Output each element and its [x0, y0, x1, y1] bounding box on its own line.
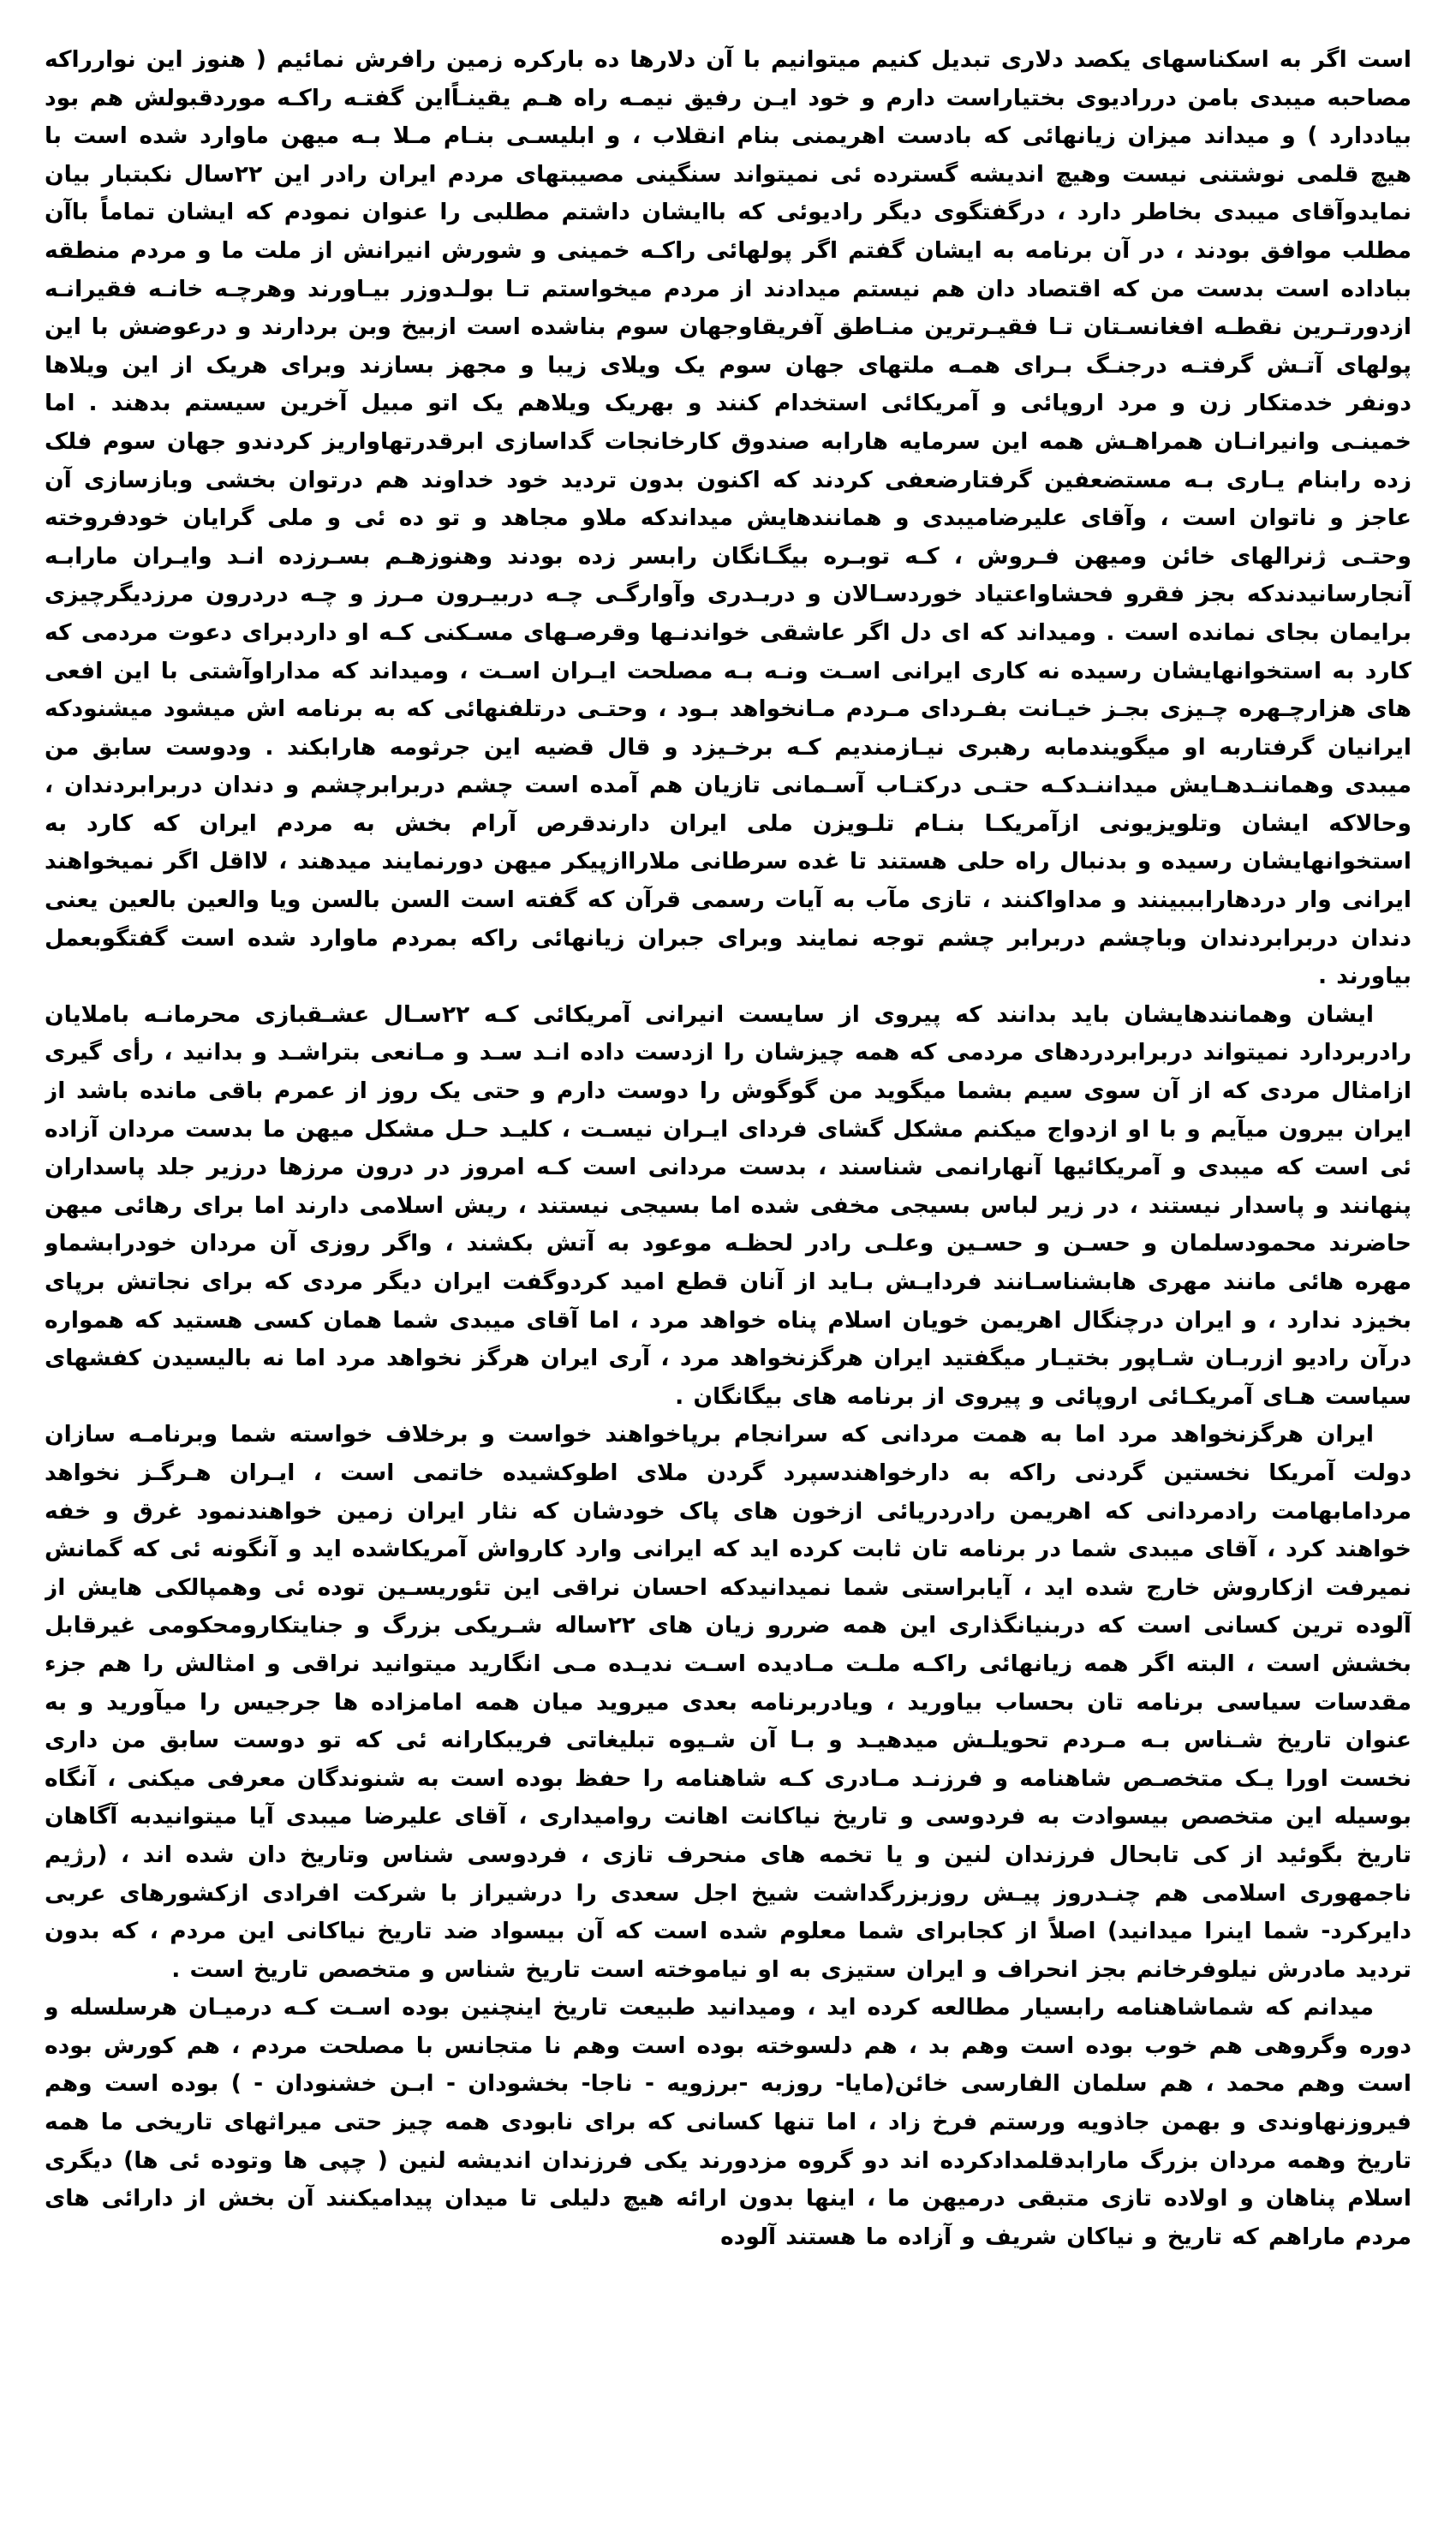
paragraph-1: است اگر به اسکناسهای یکصد دلاری تبدیل کنیم میتوانیم با آن دلارها ده بارکره زمین رافرش نمائیم ( هنوز این نوارراکه مصاحبه میبدی بامن دررادیوی بختیاراست دارم و خود ایـن رفیق نیمـه راه هـم یقینـاًاین گفتـه راکـه موردقبولش هم بود بیاددارد ) و میداند میزان زیانهائی که بادست اهریمنی بنام انقلاب ، و ابلیسـی بنـام مـلا بـه میهن ماوارد شده است با هیچ قلمی نوشتنی نیست وهیچ اندیشه گسترده ئی نمیتواند سنگینی مصیبتهای مردم ایران رادر این ۲۲سال نکبتبار بیان نمایدوآقای میبدی بخاطر دارد ، درگفتگوی دیگر رادیوئی که باایشان داشتم مطلبی را عنوان نمودم که ایشان تماماً باآن مطلب موافق بودند ، در آن برنامه به ایشان گفتم اگر پولهائی راکـه خمینی و شورش انیرانش از ملت ما و مردم منطقه بباداده است بدست من که اقتصاد دان هم نیستم میدادند از مردم میخواستم تـا بولـدوزر بیـاورند وهرچـه خانـه فقیرانـه ازدورتـرین نقطـه افغانسـتان تـا فقیـرترین منـاطق آفریقاوجهان سوم بناشده است ازبیخ وبن بردارند و درعوضش با این پولهای آتـش گرفتـه درجنـگ بـرای همـه ملتهای جهان سوم یک ویلای زیبا و مجهز بسازند وبرای هریک از این ویلاها دونفر خدمتکار زن و مرد اروپائی و آمریکائی استخدام کنند و بهریک ویلاهم یک اتو مبیل آخرین سیستم بدهند . اما خمینـی وانیرانـان همراهـش همه این سرمایه هارابه صندوق کارخانجات گداسازی ابرقدرتهاواریز کردندو جهان سوم فلک زده رابنام یـاری بـه مستضعفین گرفتارضعفی کردند که اکنون بدون تردید خود خداوند هم درتوان بخشی وبازسازی آن عاجز و ناتوان است ، وآقای علیرضامیبدی و همانندهایش میداندکه ملاو مجاهد و تو ده ئی و ملی گرایان خودفروخته وحتـی ژنرالهای خائن ومیهن فـروش ، کـه توبـره بیگـانگان رابسر زده بودند وهنوزهـم بسـرزده انـد وایـران مارابـه آنجارسانیدندکه بجز فقرو فحشاواعتیاد خوردسـالان و دربـدری وآوارگـی چـه دربیـرون مـرز و چـه دردرون مرزدیگرچیزی برایمان بجای نمانده است . ومیداند که ای دل اگر عاشقی خواندنـها وقرصـهای مسـکنی کـه او داردبرای دعوت مردمی که کارد به استخوانهایشان رسیده نه کاری ایرانی اسـت ونـه بـه مصلحت ایـران اسـت ، ومیداند که مداراوآشتی با این افعی های هزارچـهره چـیزی بجـز خیـانت بفـردای مـردم مـانخواهد بـود ، وحتـی درتلفنهائی که به برنامه اش میشود میشنودکه ایرانیان گرفتاربه او میگویندمابه رهبری نیـازمندیم کـه برخـیزد و قال قضیه این جرثومه هارابکند . ودوست سابق من میبدی وهماننـدهـایش میداننـدکـه حتـی درکتـاب آسـمانی تازیان هم آمده است چشم دربرابرچشم و دندان دربرابردندان ، وحالاکه ایشان وتلویزیونی ازآمریکـا بنـام تلـویزن ملی ایران دارندقرص آرام بخش به مردم ایران که کارد به استخوانهایشان رسیده و بدنبال راه حلی هستند تا غده سرطانی ملاراازپیکر میهن دورنمایند میدهند ، لااقل اگر نمیخواهند ایرانی وار دردهارابببینند و مداواکنند ، تازی مآب به آیات رسمی قرآن که گفته است السن بالسن ویا والعین بالعین یعنی دندان دربرابردندان وباچشم دربرابر چشم توجه نمایند وبرای جبران زیانهائی راکه بمردم ماوارد شده است گفتگوبعمل بیاورند .: [45, 46, 1411, 990]
paragraph-2: ایشان وهمانندهایشان باید بدانند که پیروی از سایست انیرانی آمریکائی کـه ۲۲سـال عشـقبازی محرمانـه باملایان رادربردارد نمیتواند دربرابردردهای مردمی که همه چیزشان را ازدست داده انـد سـد و مـانعی بتراشـد و بدانید ، رأی گیری ازامثال مردی که از آن سوی سیم بشما میگوید من گوگوش را دوست دارم و حتی یک روز از عمرم باقی مانده باشد از ایران بیرون میآیم و با او ازدواج میکنم مشکل گشای فردای ایـران نیسـت ، کلیـد حـل مشکل میهن ما بدست مردان آزاده ئی است که میبدی و آمریکائیها آنهارانمی شناسند ، بدست مردانی است کـه امروز در درون مرزها درزیر جلد پاسداران پنهانند و پاسدار نیستند ، در زیر لباس بسیجی مخفی شده اما بسیجی نیستند ، ریش اسلامی دارند اما برای رهائی میهن حاضرند محمودسلمان و حسـن و حسـین وعلـی رادر لحظـه موعود به آتش بکشند ، واگر روزی آن مردان خودرابشماو مهره هائی مانند مهری هابشناسـانند فردایـش بـاید از آنان قطع امید کردوگفت ایران دیگر مردی که برای نجاتش برپای بخیزد ندارد ، و ایران درچنگال اهریمن خویان اسلام پناه خواهد مرد ، اما آقای میبدی شما همان کسی هستید که همواره درآن رادیو ازربـان شـاپور بختیـار میگفتید ایران هرگزنخواهد مرد ، آری ایران هرگز نخواهد مرد اما نه بالیسیدن کفشهای سیاست هـای آمریکـائی اروپائی و پیروی از برنامه های بیگانگان .: [45, 1000, 1411, 1410]
paragraph-3: ایران هرگزنخواهد مرد اما به همت مردانی که سرانجام برپاخواهند خواست و برخلاف خواسته شما وبرنامـه سازان دولت آمریکا نخستین گردنی راکه به دارخواهندسپرد گردن ملای اطوکشیده خاتمی است ، ایـران هـرگـز نخواهد مردامابهامت رادمردانی که اهریمن رادردریائی ازخون های پاک خودشان که نثار ایران زمین خواهندنمود غرق و خفه خواهند کرد ، آقای میبدی شما در برنامه تان ثابت کرده اید که ایرانی وارد کارواش آمریکاشده اید و آنگونه ئی که گمانش نمیرفت ازکاروش خارج شده اید ، آیابراستی شما نمیدانیدکه احسان نراقی این تئوریسـین توده ئی وهمپالکی هایش از آلوده ترین کسانی است که دربنیانگذاری این همه ضررو زیان های ۲۲ساله شـریکی بزرگ و جنایتکارومحکومی غیرقابل بخشش است ، البته اگر همه زیانهائی راکـه ملـت مـادیده اسـت ندیـده مـی انگارید میتوانید نراقی و امثالش را هم جزء مقدسات سیاسی برنامه تان بحساب بیاورید ، ویادربرنامه بعدی میروید میان همه امامزاده ها جرجیس را میآورید و به عنوان تاریخ شـناس بـه مـردم تحویلـش میدهیـد و بـا آن شـیوه تبلیغاتی فریبکارانه ئی که تو دوست سابق من داری نخست اورا یـک متخصـص شاهنامه و فرزنـد مـادری کـه شاهنامه را حفظ بوده است به شنوندگان معرفی میکنی ، آنگاه بوسیله این متخصص بیسوادت به فردوسی و تاریخ نیاکانت اهانت روامیداری ، آقای علیرضا میبدی آیا میتوانیدبه آگاهان تاریخ بگوئید از کی تابحال فرزندان لنین و یا تخمه های منحرف تازی ، فردوسی شناس وتاریخ دان شده اند ، (رژیم ناجمهوری اسلامی هم چنـدروز پیـش روزبزرگداشت شیخ اجل سعدی را درشیراز با شرکت افرادی ازکشورهای عربی دایرکرد- شما اینرا میدانید) اصلاً از کجابرای شما معلوم شده است که آن بیسواد ضد تاریخ نیاکانی این مردم ، که بدون تردید مادرش نیلوفرخانم بجز انحراف و ایران ستیزی به او نیاموخته است تاریخ شناس و متخصص تاریخ است .: [45, 1421, 1411, 1983]
paragraph-4: میدانم که شماشاهنامه رابسیار مطالعه کرده اید ، ومیدانید طبیعت تاریخ اینچنین بوده اسـت کـه درمیـان هرسلسله و دوره وگروهی هم خوب بوده است وهم بد ، هم دلسوخته بوده است وهم نا متجانس با مصلحت مردم ، هم کورش بوده است وهم محمد ، هم سلمان الفارسی خائن(مایا- روزبه -برزویه - ناجا- بخشودان - ابـن خشنودان - ) بوده است وهم فیروزنهاوندی و بهمن جاذویه ورستم فرخ زاد ، اما تنها کسانی که برای نابودی همه چیز حتی میراثهای تاریخی ما همه تاریخ وهمه مردان بزرگ مارابدقلمدادکرده اند دو گروه مزدورند یکی فرزندان اندیشه لنین ( چپی ها وتوده ئی ها) دیگری اسلام پناهان و اولاده تازی متبقی درمیهن ما ، اینها بدون ارائه هیچ دلیلی تا میدان پیدامیکنند آن بخش از دارائی های مردم ماراهم که تاریخ و نیاکان شریف و آزاده ما هستند آلوده: [45, 1994, 1411, 2250]
document-body: [45, 41, 1411, 2256]
document-page: [45, 41, 1411, 2508]
